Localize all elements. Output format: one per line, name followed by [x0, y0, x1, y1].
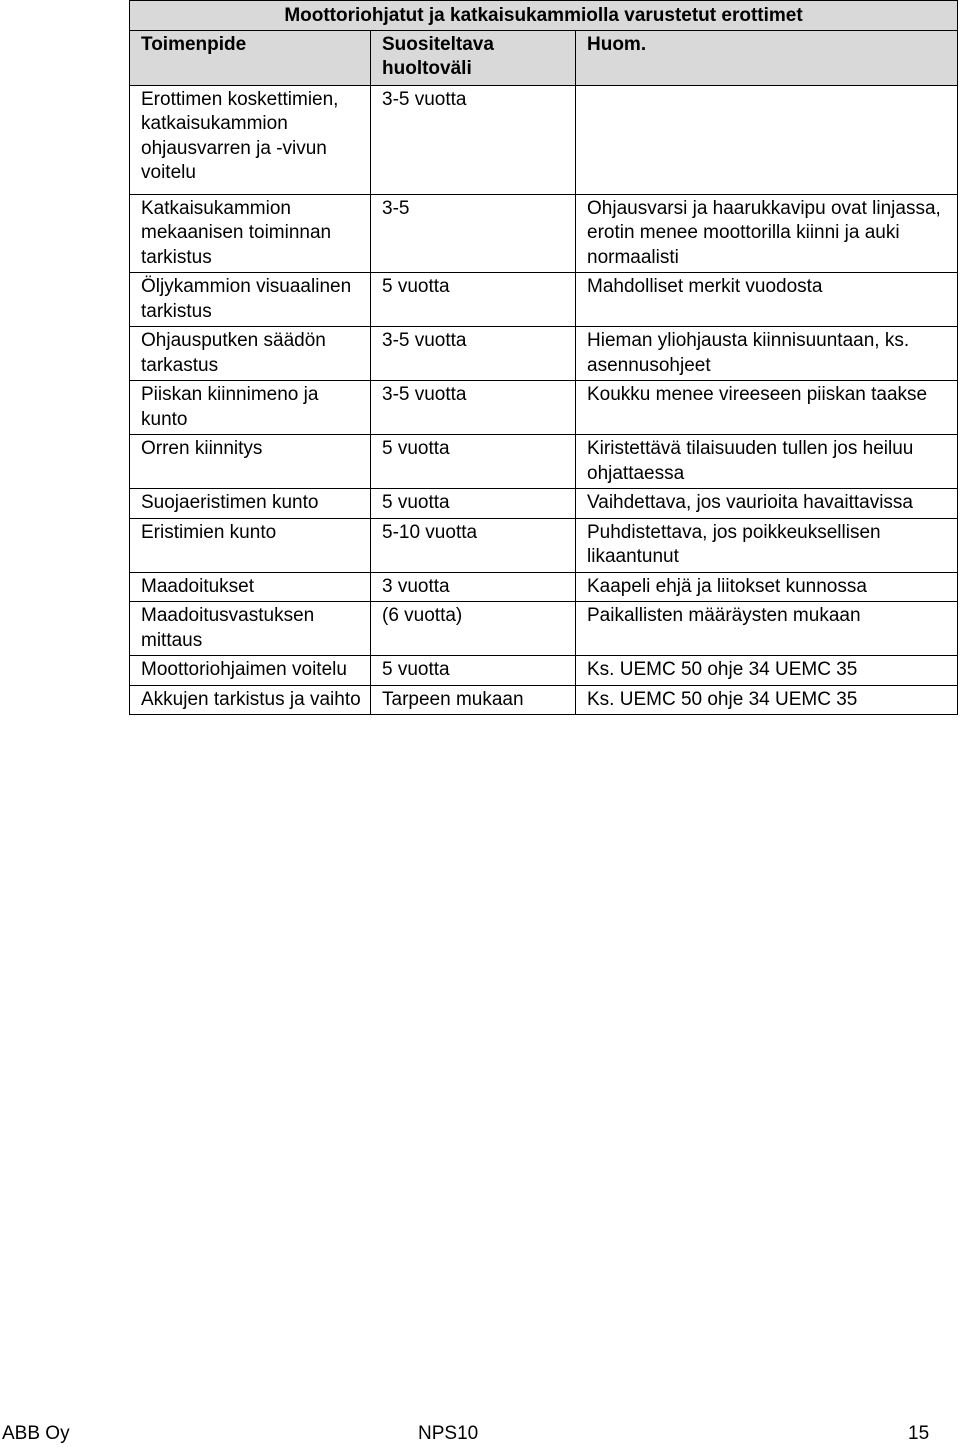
table-row: [130, 518, 958, 572]
maintenance-table: [129, 0, 958, 715]
cell-action: Akkujen tarkistus ja vaihto: [130, 685, 371, 715]
cell-note: Kiristettävä tilaisuuden tullen jos heiluu ohjattaessa: [576, 435, 958, 489]
cell-action: Moottoriohjaimen voitelu: [130, 656, 371, 686]
cell-action: Piiskan kiinnimeno ja kunto: [130, 381, 371, 435]
cell-action: Orren kiinnitys: [130, 435, 371, 489]
cell-note: Kaapeli ehjä ja liitokset kunnossa: [576, 572, 958, 602]
cell-interval: 5-10 vuotta: [371, 518, 576, 572]
table-title: Moottoriohjatut ja katkaisukammiolla varustetut erottimet: [130, 1, 958, 31]
cell-note: Ohjausvarsi ja haarukkavipu ovat linjassa, erotin menee moottorilla kiinni ja auki normaalisti: [576, 194, 958, 273]
cell-action: Eristimien kunto: [130, 518, 371, 572]
cell-note: Hieman yliohjausta kiinnisuuntaan, ks. asennusohjeet: [576, 327, 958, 381]
cell-interval: 3-5: [371, 194, 576, 273]
table-row: [130, 273, 958, 327]
footer-company: ABB Oy: [2, 1423, 70, 1444]
cell-interval: 5 vuotta: [371, 435, 576, 489]
cell-interval: 3-5 vuotta: [371, 85, 576, 194]
cell-action: Erottimen koskettimien, katkaisukammion ohjausvarren ja -vivun voitelu: [130, 85, 371, 194]
table-row: [130, 435, 958, 489]
table-title-row: [130, 1, 958, 31]
cell-note: Ks. UEMC 50 ohje 34 UEMC 35: [576, 685, 958, 715]
table-row: [130, 685, 958, 715]
table-row: [130, 572, 958, 602]
cell-note: Puhdistettava, jos poikkeuksellisen likaantunut: [576, 518, 958, 572]
table-row: [130, 85, 958, 194]
table-row: [130, 381, 958, 435]
cell-action: Ohjausputken säädön tarkastus: [130, 327, 371, 381]
table-row: [130, 327, 958, 381]
cell-note: Koukku menee vireeseen piiskan taakse: [576, 381, 958, 435]
cell-note: Mahdolliset merkit vuodosta: [576, 273, 958, 327]
cell-action: Maadoitusvastuksen mittaus: [130, 602, 371, 656]
cell-action: Maadoitukset: [130, 572, 371, 602]
cell-interval: 5 vuotta: [371, 489, 576, 519]
cell-note: Ks. UEMC 50 ohje 34 UEMC 35: [576, 656, 958, 686]
cell-interval: (6 vuotta): [371, 602, 576, 656]
cell-interval: 3-5 vuotta: [371, 381, 576, 435]
cell-action: Öljykammion visuaalinen tarkistus: [130, 273, 371, 327]
table-row: [130, 602, 958, 656]
cell-interval: 5 vuotta: [371, 273, 576, 327]
table-header-row: [130, 30, 958, 85]
cell-note: Paikallisten määräysten mukaan: [576, 602, 958, 656]
cell-action: Katkaisukammion mekaanisen toiminnan tarkistus: [130, 194, 371, 273]
footer-product: NPS10: [418, 1423, 479, 1444]
table-row: [130, 194, 958, 273]
footer-page-number: 15: [908, 1423, 930, 1444]
cell-interval: 3-5 vuotta: [371, 327, 576, 381]
header-interval: Suositeltava huoltoväli: [371, 30, 576, 85]
cell-action: Suojaeristimen kunto: [130, 489, 371, 519]
cell-interval: Tarpeen mukaan: [371, 685, 576, 715]
cell-interval: 3 vuotta: [371, 572, 576, 602]
cell-note: [576, 85, 958, 194]
header-note: Huom.: [576, 30, 958, 85]
cell-interval: 5 vuotta: [371, 656, 576, 686]
header-action: Toimenpide: [130, 30, 371, 85]
table-row: [130, 489, 958, 519]
cell-note: Vaihdettava, jos vaurioita havaittavissa: [576, 489, 958, 519]
table-row: [130, 656, 958, 686]
